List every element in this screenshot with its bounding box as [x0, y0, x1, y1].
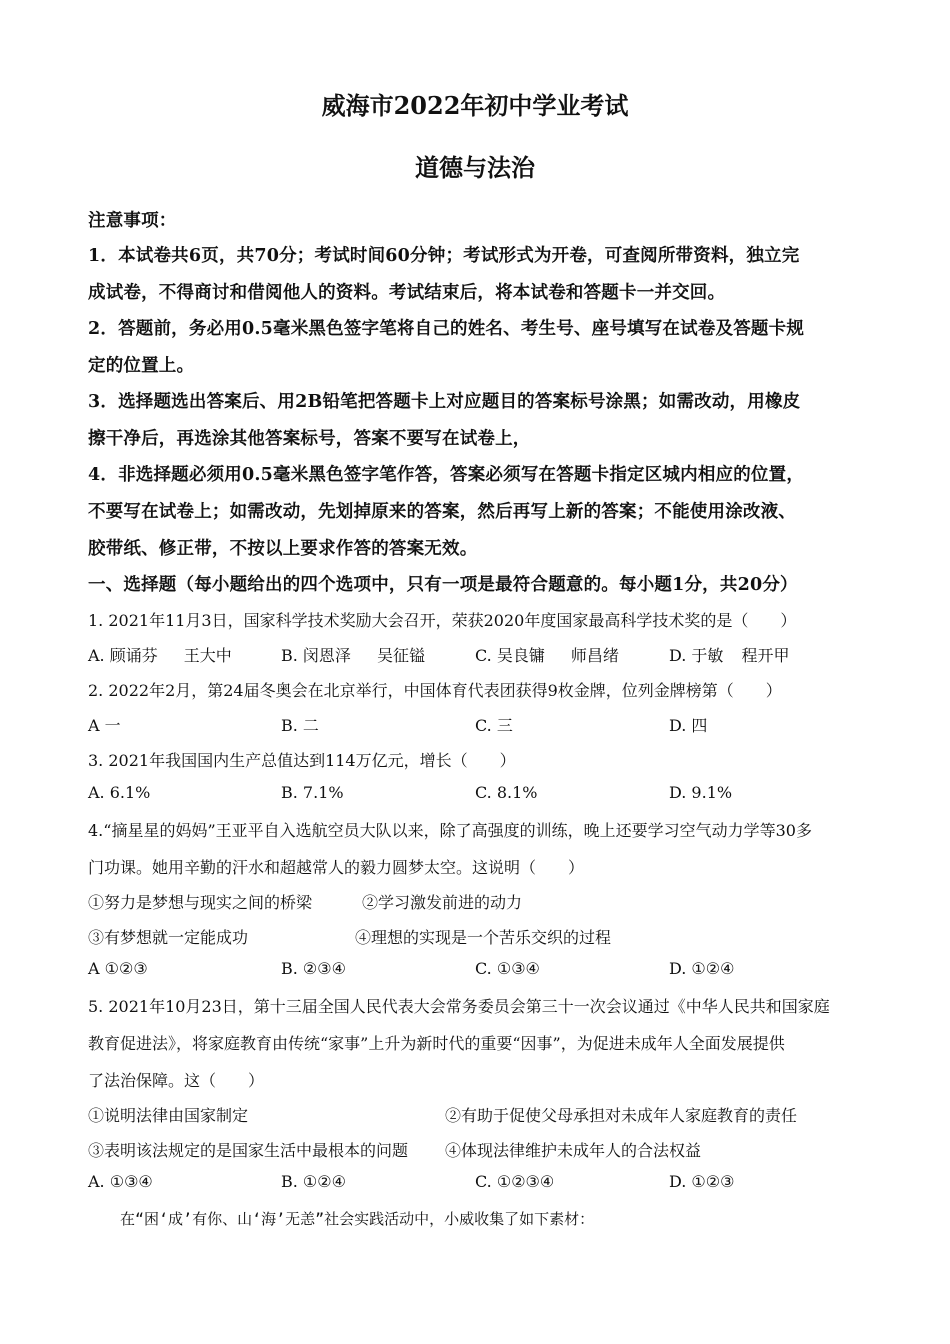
notice-line: 1．本试卷共6页，共70分；考试时间60分钟；考试形式为开卷，可查阅所带资料，独立完: [88, 246, 800, 266]
question-stem: 4.“摘星星的妈妈”王亚平自入选航空员大队以来，除了高强度的训练，晚上还要学习空气动力学等30多: [88, 821, 812, 840]
option-c: C. 8.1%: [475, 783, 538, 802]
question-stem: 5. 2021年10月23日，第十三届全国人民代表大会常务委员会第三十一次会议通过《中华人民共和国家庭: [88, 997, 830, 1016]
option-d: D. 四: [669, 716, 708, 735]
question-stem: 1. 2021年11月3日，国家科学技术奖励大会召开，荣获2020年度国家最高科学技术奖的是（ ）: [88, 611, 797, 630]
option-d: D. ①②③: [669, 1172, 735, 1191]
statement: ①说明法律由国家制定: [88, 1106, 249, 1125]
notice-line: 不要写在试卷上；如需改动，先划掉原来的答案，然后再写上新的答案；不能使用涂改液、: [88, 502, 796, 522]
question-stem: 3. 2021年我国国内生产总值达到114万亿元，增长（ ）: [88, 751, 516, 770]
option-b: B. ①②④: [281, 1172, 346, 1191]
notice-line: 3．选择题选出答案后、用2B铅笔把答题卡上对应题目的答案标号涂黑；如需改动，用橡皮: [88, 392, 801, 412]
statement: ②有助于促使父母承担对未成年人家庭教育的责任: [445, 1106, 798, 1125]
statement: ④体现法律维护未成年人的合法权益: [445, 1141, 702, 1160]
question-stem: 门功课。她用辛勤的汗水和超越常人的毅力圆梦太空。这说明（ ）: [88, 858, 585, 877]
notice-line: 擦干净后，再选涂其他答案标号，答案不要写在试卷上，: [88, 429, 531, 449]
notice-line: 胶带纸、修正带，不按以上要求作答的答案无效。: [88, 539, 478, 559]
question-stem: 2. 2022年2月，第24届冬奥会在北京举行，中国体育代表团获得9枚金牌，位列金牌榜第（ ）: [88, 681, 782, 700]
notice-heading: 注意事项：: [88, 211, 177, 231]
statement: ④理想的实现是一个苦乐交织的过程: [355, 928, 612, 947]
option-a: A. ①③④: [88, 1172, 153, 1191]
notice-line: 4．非选择题必须用0.5毫米黑色签字笔作答，答案必须写在答题卡指定区城内相应的位置，: [88, 465, 805, 485]
option-a: A. 6.1%: [88, 783, 151, 802]
material-intro: 在“困‘成’有你、山‘海’无恙”社会实践活动中，小威收集了如下素材：: [120, 1210, 595, 1228]
question-stem: 教育促进法》，将家庭教育由传统“家事”上升为新时代的重要“因事”，为促进未成年人全面发展提供: [88, 1034, 785, 1053]
option-b: B. ②③④: [281, 959, 346, 978]
statement: ③有梦想就一定能成功: [88, 928, 249, 947]
statement: ②学习激发前进的动力: [362, 893, 523, 912]
subject-title: 道德与法治: [415, 153, 535, 182]
option-a-name2: 王大中: [183, 646, 232, 665]
notice-line: 定的位置上。: [88, 356, 195, 376]
notice-line: 成试卷，不得商讨和借阅他人的资料。考试结束后，将本试卷和答题卡一并交回。: [88, 283, 726, 303]
option-a: [88, 643, 232, 666]
option-b: B. 7.1%: [281, 783, 344, 802]
option-d: [669, 643, 789, 666]
option-a-name1: A. 顾诵芬: [88, 646, 158, 665]
section-heading: 一、选择题（每小题给出的四个选项中，只有一项是最符合题意的。每小题1分，共20分）: [88, 575, 798, 595]
option-d-name2: 程开甲: [741, 646, 790, 665]
option-c-name2: 师昌绪: [570, 646, 619, 665]
option-c-name1: C. 吴良镛: [475, 646, 545, 665]
option-a: A 一: [88, 716, 121, 735]
option-c: C. ①③④: [475, 959, 540, 978]
option-d: D. ①②④: [669, 959, 735, 978]
statement: ③表明该法规定的是国家生活中最根本的问题: [88, 1141, 409, 1160]
option-c: C. 三: [475, 716, 513, 735]
question-stem: 了法治保障。这（ ）: [88, 1071, 265, 1090]
option-d-name1: D. 于敏: [669, 646, 724, 665]
option-b-name1: B. 闵恩泽: [281, 646, 351, 665]
option-b: [281, 643, 425, 666]
option-b-name2: 吴征镒: [376, 646, 425, 665]
exam-title: 威海市2022年初中学业考试: [321, 91, 629, 120]
option-a: A ①②③: [88, 959, 148, 978]
option-b: B. 二: [281, 716, 319, 735]
notice-line: 2．答题前，务必用0.5毫米黑色签字笔将自己的姓名、考生号、座号填写在试卷及答题卡规: [88, 319, 805, 339]
statement: ①努力是梦想与现实之间的桥梁: [88, 893, 313, 912]
option-d: D. 9.1%: [669, 783, 733, 802]
option-c: C. ①②③④: [475, 1172, 555, 1191]
option-c: [475, 643, 619, 666]
